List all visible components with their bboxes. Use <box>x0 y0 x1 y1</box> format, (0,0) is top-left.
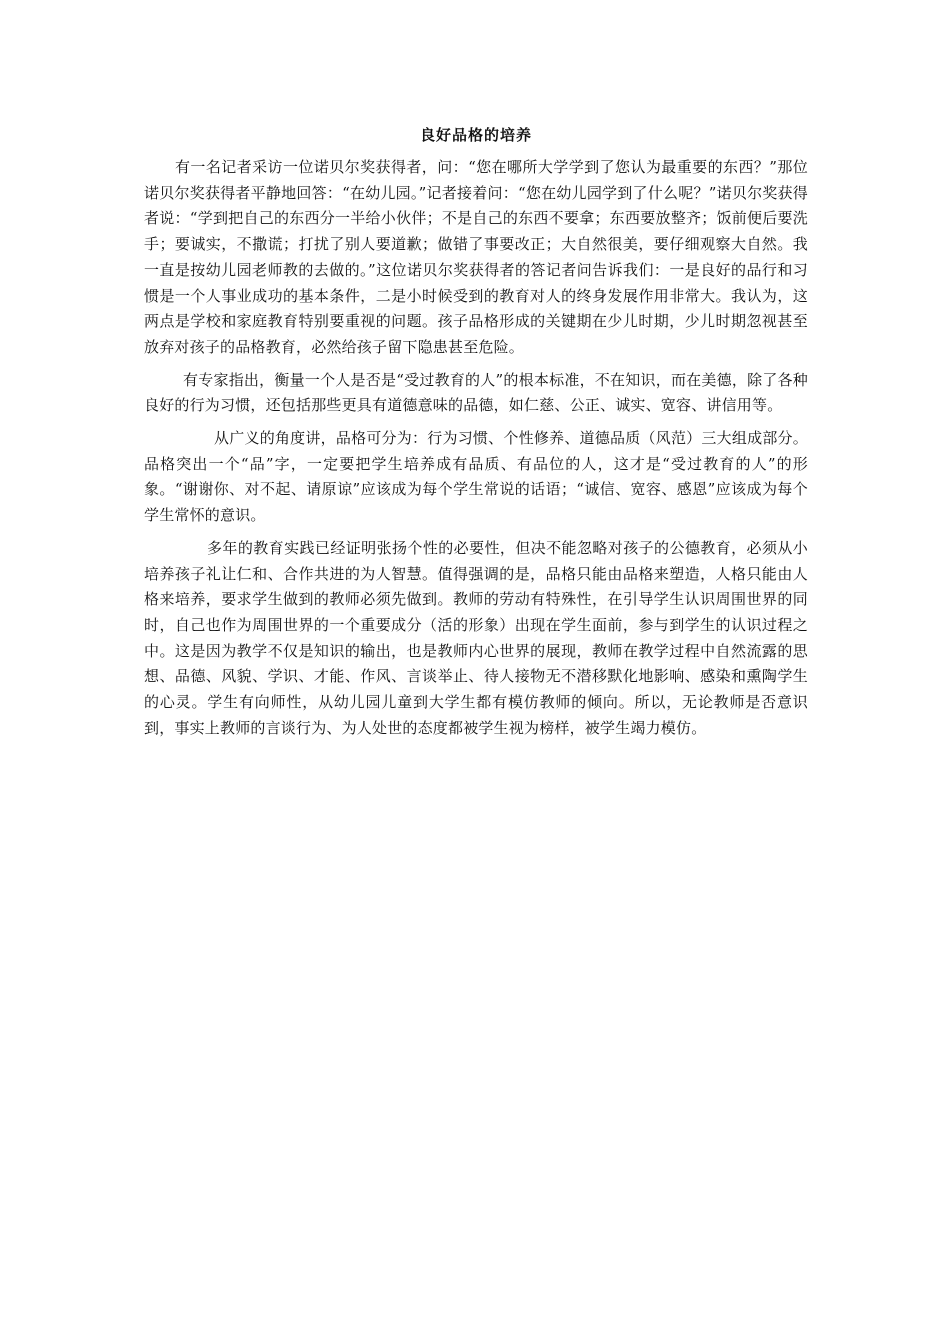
document-body <box>144 124 808 748</box>
document-title: 良好品格的培养 <box>419 126 532 144</box>
paragraph-1: 有一名记者采访一位诺贝尔奖获得者，问：“您在哪所大学学到了您认为最重要的东西？”那位诺贝尔奖获得者平静地回答：“在幼儿园。”记者接着问：“您在幼儿园学到了什么呢？”诺贝尔奖获得者说：“学到把自己的东西分一半给小伙伴；不是自己的东西不要拿；东西要放整齐；饭前便后要洗手；要诚实，不撒谎；打扰了别人要道歉；做错了事要改正；大自然很美，要仔细观察大自然。我一直是按幼儿园老师教的去做的。”这位诺贝尔奖获得者的答记者问告诉我们：一是良好的品行和习惯是一个人事业成功的基本条件，二是小时候受到的教育对人的终身发展作用非常大。我认为，这两点是学校和家庭教育特别要重视的问题。孩子品格形成的关键期在少儿时期，少儿时期忽视甚至放弃对孩子的品格教育，必然给孩子留下隐患甚至危险。 <box>144 158 808 356</box>
paragraph-3: 从广义的角度讲，品格可分为：行为习惯、个性修养、道德品质（风范）三大组成部分。品格突出一个“品”字，一定要把学生培养成有品质、有品位的人，这才是“受过教育的人”的形象。“谢谢你、对不起、请原谅”应该成为每个学生常说的话语；“诚信、宽容、感恩”应该成为每个学生常怀的意识。 <box>144 429 808 525</box>
paragraph-2: 有专家指出，衡量一个人是否是“受过教育的人”的根本标准，不在知识，而在美德，除了各种良好的行为习惯，还包括那些更具有道德意味的品德，如仁慈、公正、诚实、宽容、讲信用等。 <box>144 370 808 415</box>
paragraph-4: 多年的教育实践已经证明张扬个性的必要性，但决不能忽略对孩子的公德教育，必须从小培养孩子礼让仁和、合作共进的为人智慧。值得强调的是，品格只能由品格来塑造，人格只能由人格来培养，要求学生做到的教师必须先做到。教师的劳动有特殊性，在引导学生认识周围世界的同时，自己也作为周围世界的一个重要成分（活的形象）出现在学生面前，参与到学生的认识过程之中。这是因为教学不仅是知识的输出，也是教师内心世界的展现，教师在教学过程中自然流露的思想、品德、风貌、学识、才能、作风、言谈举止、待人接物无不潜移默化地影响、感染和熏陶学生的心灵。学生有向师性，从幼儿园儿童到大学生都有模仿教师的倾向。所以，无论教师是否意识到，事实上教师的言谈行为、为人处世的态度都被学生视为榜样，被学生竭力模仿。 <box>144 538 808 737</box>
